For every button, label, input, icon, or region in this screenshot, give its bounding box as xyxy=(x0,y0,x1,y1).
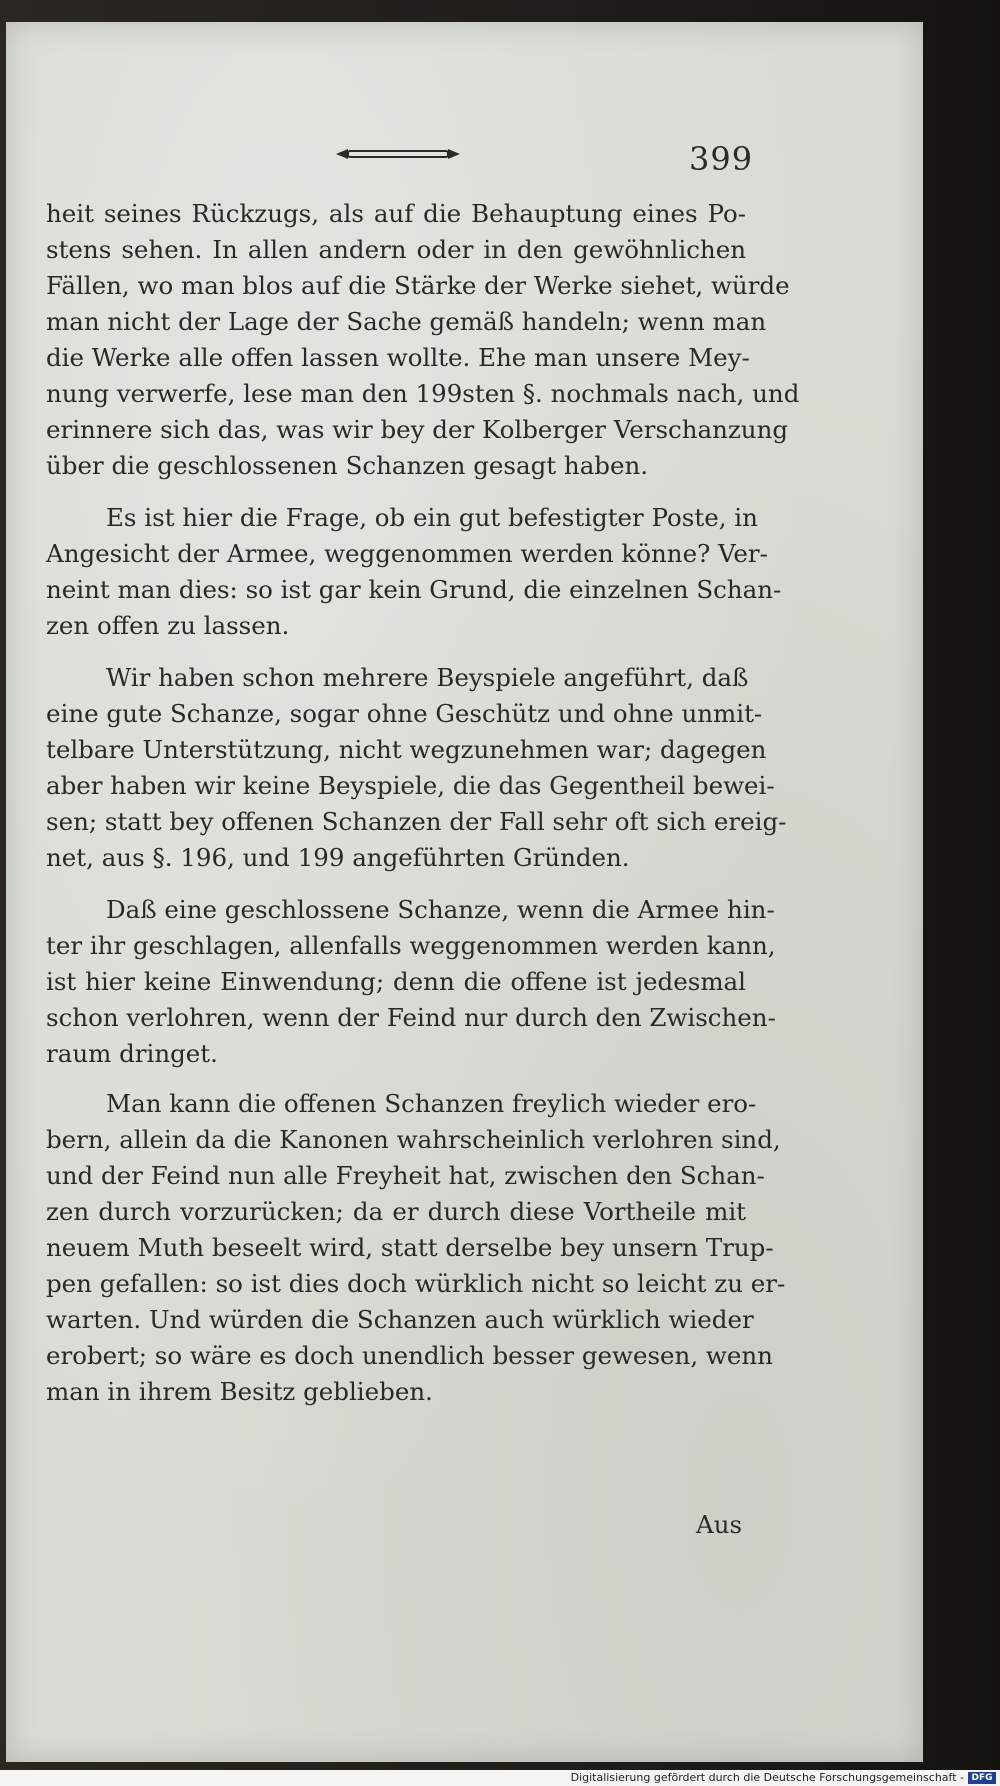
text-line: telbare Unterstützung, nicht wegzunehmen war; dagegen xyxy=(46,735,767,764)
text-line: Wir haben schon mehrere Beyspiele angeführt, daß xyxy=(106,663,749,692)
text-line: aber haben wir keine Beyspiele, die das Gegentheil bewei- xyxy=(46,771,775,800)
text-line: eine gute Schanze, sogar ohne Geschütz und ohne unmit- xyxy=(46,699,763,728)
text-line: ist hier keine Einwendung; denn die offene ist jedesmal xyxy=(46,967,746,996)
text-line: erobert; so wäre es doch unendlich besser gewesen, wenn xyxy=(46,1341,773,1370)
funding-credit: Digitalisierung gefördert durch die Deutsche Forschungsgemeinschaft - xyxy=(570,1771,964,1784)
text-line: Daß eine geschlossene Schanze, wenn die Armee hin- xyxy=(106,895,775,924)
text-line: net, aus §. 196, und 199 angeführten Gründen. xyxy=(46,843,630,872)
page-number: 399 xyxy=(689,140,754,178)
text-line: stens sehen. In allen andern oder in den gewöhnlichen xyxy=(46,235,746,264)
text-line: raum dringet. xyxy=(46,1039,218,1068)
text-line: heit seines Rückzugs, als auf die Behauptung eines Po- xyxy=(46,199,746,228)
text-line: man in ihrem Besitz geblieben. xyxy=(46,1377,433,1406)
text-line: und der Feind nun alle Freyheit hat, zwischen den Schan- xyxy=(46,1161,765,1190)
catchword: Aus xyxy=(696,1510,743,1539)
text-line: Fällen, wo man blos auf die Stärke der Werke siehet, würde xyxy=(46,271,790,300)
text-line: pen gefallen: so ist dies doch würklich nicht so leicht zu er- xyxy=(46,1269,786,1298)
text-line: sen; statt bey offenen Schanzen der Fall sehr oft sich ereig- xyxy=(46,807,787,836)
text-line: schon verlohren, wenn der Feind nur durch den Zwischen- xyxy=(46,1003,776,1032)
text-line: warten. Und würden die Schanzen auch würklich wieder xyxy=(46,1305,754,1334)
text-line: erinnere sich das, was wir bey der Kolberger Verschanzung xyxy=(46,415,789,444)
text-line: ter ihr geschlagen, allenfalls weggenommen werden kann, xyxy=(46,931,776,960)
text-line: neint man dies: so ist gar kein Grund, die einzelnen Schan- xyxy=(46,575,782,604)
text-line: zen offen zu lassen. xyxy=(46,611,290,640)
text-line: Angesicht der Armee, weggenommen werden könne? Ver- xyxy=(46,539,768,568)
text-line: Es ist hier die Frage, ob ein gut befestigter Poste, in xyxy=(106,503,758,532)
text-line: die Werke alle offen lassen wollte. Ehe man unsere Mey- xyxy=(46,343,750,372)
text-line: Man kann die offenen Schanzen freylich wieder ero- xyxy=(106,1089,757,1118)
text-line: bern, allein da die Kanonen wahrscheinlich verlohren sind, xyxy=(46,1125,781,1154)
text-line: über die geschlossenen Schanzen gesagt haben. xyxy=(46,451,649,480)
text-line: zen durch vorzurücken; da er durch diese Vortheile mit xyxy=(46,1197,746,1226)
text-line: neuem Muth beseelt wird, statt derselbe bey unsern Trup- xyxy=(46,1233,774,1262)
text-line: man nicht der Lage der Sache gemäß handeln; wenn man xyxy=(46,307,767,336)
book-page xyxy=(6,22,923,1762)
text-line: nung verwerfe, lese man den 199sten §. nochmals nach, und xyxy=(46,379,800,408)
dfg-logo-icon: DFG xyxy=(968,1772,996,1784)
ornamental-rule-icon xyxy=(334,146,462,162)
